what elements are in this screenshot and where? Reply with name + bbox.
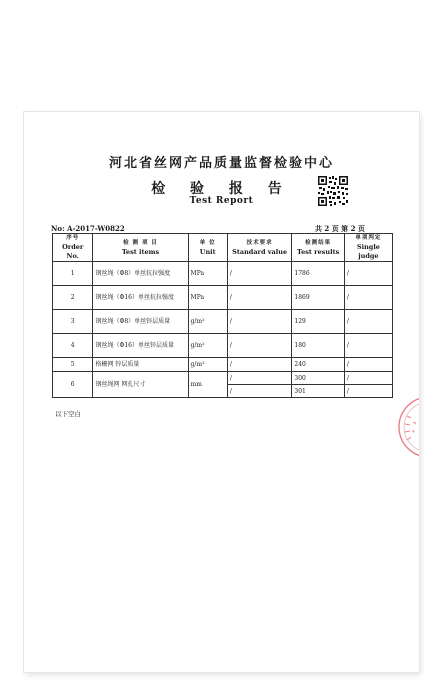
cell-test-item: 格栅网 锌层质量 [93, 358, 188, 372]
cell-result: 240 [292, 358, 344, 372]
table-header-row [53, 234, 393, 262]
report-subtitle: Test Report [189, 196, 254, 206]
table-row [53, 372, 393, 385]
cell-unit: MPa [188, 286, 227, 310]
cell-judge: / [344, 334, 392, 358]
cell-standard: / [227, 286, 292, 310]
report-title: 检 验 报 告 [151, 181, 292, 197]
cell-result: 1869 [292, 286, 344, 310]
cell-unit: MPa [188, 262, 227, 286]
cell-result: 180 [292, 334, 344, 358]
cell-result: 1786 [292, 262, 344, 286]
cell-order-no: 6 [53, 372, 93, 398]
cell-judge: / [344, 310, 392, 334]
header-order-no: 序号 Order No. [53, 234, 93, 262]
table-row [53, 262, 393, 286]
official-seal-icon [393, 392, 419, 462]
page-counter: 共 2 页 第 2 页 [315, 224, 365, 233]
cell-order-no: 5 [53, 358, 93, 372]
cell-standard: / [227, 334, 292, 358]
org-title: 河北省丝网产品质量监督检验中心 [108, 156, 334, 171]
blank-below-note: 以下空白 [55, 410, 81, 418]
cell-unit: g/m² [188, 358, 227, 372]
cell-test-item: 钢丝绳网 网孔尺寸 [93, 372, 188, 398]
cell-result: 129 [292, 310, 344, 334]
cell-result: 301 [292, 385, 344, 398]
cell-test-item: 钢丝绳（Φ16）单丝抗拉强度 [93, 286, 188, 310]
cell-judge: / [344, 286, 392, 310]
header-test-results: 检测结果 Test results [292, 234, 344, 262]
cell-judge: / [344, 262, 392, 286]
table-row [53, 358, 393, 372]
qr-code-icon [317, 175, 349, 207]
header-single-judge: 单项判定 Single judge [344, 234, 392, 262]
cell-standard: / [227, 310, 292, 334]
cell-result: 300 [292, 372, 344, 385]
report-number: No: A-2017-W0822 [51, 224, 125, 233]
cell-test-item: 钢丝绳（Φ8）单丝抗拉强度 [93, 262, 188, 286]
cell-order-no: 2 [53, 286, 93, 310]
cell-test-item: 钢丝绳（Φ8）单丝锌层质量 [93, 310, 188, 334]
cell-unit: g/m² [188, 310, 227, 334]
cell-judge: / [344, 385, 392, 398]
report-page [24, 112, 419, 672]
cell-standard: / [227, 358, 292, 372]
table-row [53, 310, 393, 334]
table-row [53, 334, 393, 358]
cell-unit: mm [188, 372, 227, 398]
header-standard-value: 技术要求 Standard value [227, 234, 292, 262]
table-row [53, 286, 393, 310]
cell-judge: / [344, 358, 392, 372]
cell-order-no: 4 [53, 334, 93, 358]
cell-standard: / [227, 385, 292, 398]
cell-order-no: 3 [53, 310, 93, 334]
cell-judge: / [344, 372, 392, 385]
header-unit: 单 位 Unit [188, 234, 227, 262]
cell-test-item: 钢丝绳（Φ16）单丝锌层质量 [93, 334, 188, 358]
cell-order-no: 1 [53, 262, 93, 286]
header-test-items: 检 测 项 目 Test items [93, 234, 188, 262]
results-table [52, 233, 393, 398]
cell-standard: / [227, 372, 292, 385]
cell-standard: / [227, 262, 292, 286]
cell-unit: g/m² [188, 334, 227, 358]
